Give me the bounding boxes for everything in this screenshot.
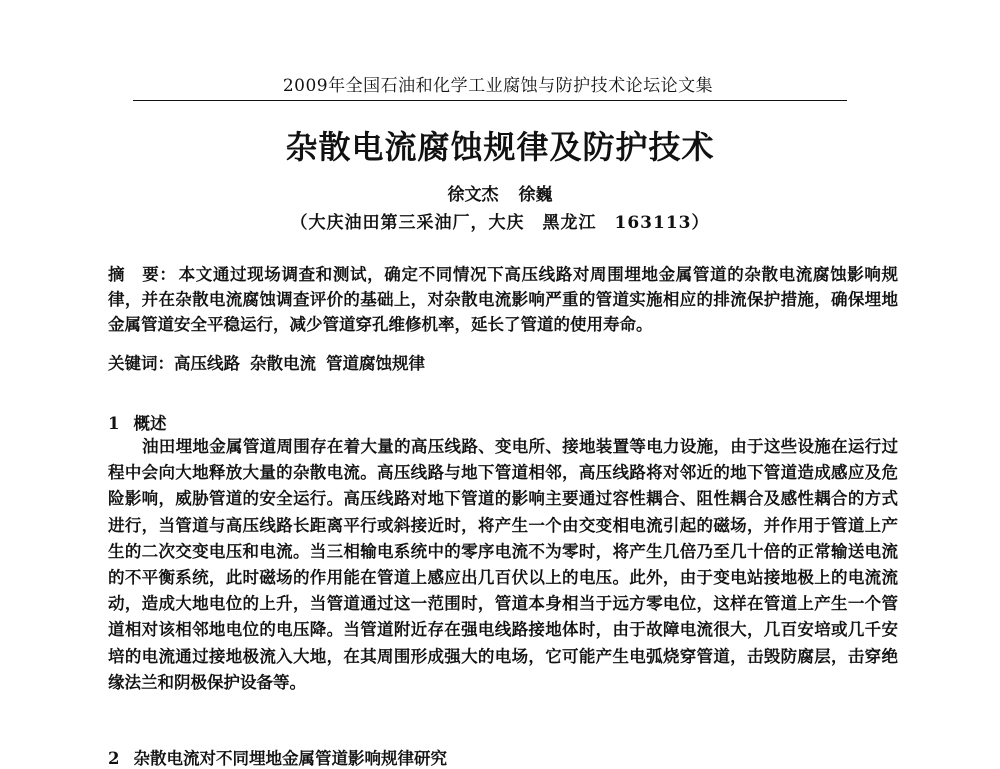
abstract-label: 摘 要： [108,265,177,284]
running-header: 2009年全国石油和化学工业腐蚀与防护技术论坛论文集 [282,76,714,96]
section-heading-1 [108,410,166,434]
abstract-text: 本文通过现场调查和测试，确定不同情况下高压线路对周围埋地金属管道的杂散电流腐蚀影响规律，并在杂散电流腐蚀调查评价的基础上，对杂散电流影响严重的管道实施相应的排流保护措施，确保埋地金属管道安全平稳运行，减少管道穿孔维修机率，延长了管道的使用寿命。 [108,265,899,334]
affiliation: （大庆油田第三采油厂，大庆 黑龙江 163113） [290,213,710,233]
section-title: 概述 [133,414,167,433]
authors [0,180,1000,205]
section-number: 2 [108,749,120,768]
author-1: 徐文杰 [447,185,499,205]
section-heading-2 [108,745,447,769]
keyword-2: 杂散电流 [250,354,316,373]
paper-title: 杂散电流腐蚀规律及防护技术 [285,128,715,166]
keywords [108,350,898,374]
author-2: 徐巍 [518,185,553,205]
section-number: 1 [108,414,120,433]
abstract [108,262,898,337]
keywords-label: 关键词： [108,354,174,373]
keyword-3: 管道腐蚀规律 [326,354,425,373]
header-rule [133,100,847,101]
section-1-paragraph: 油田埋地金属管道周围存在着大量的高压线路、变电所、接地装置等电力设施，由于这些设施在运行过程中会向大地释放大量的杂散电流。高压线路与地下管道相邻，高压线路将对邻近的地下管道造成感应及危险影响，威胁管道的安全运行。高压线路对地下管道的影响主要通过容性耦合、阻性耦合及感性耦合的方式进行，当管道与高压线路长距离平行或斜接近时，将产生一个由交变相电流引起的磁场，并作用于管道上产生的二次交变电压和电流。当三相输电系统中的零序电流不为零时，将产生几倍乃至几十倍的正常输送电流的不平衡系统，此时磁场的作用能在管道上感应出几百伏以上的电压。此外，由于变电站接地极上的电流流动，造成大地电位的上升，当管道通过这一范围时，管道本身相当于远方零电位，这样在管道上产生一个管道相对该相邻地电位的电压降。当管道附近存在强电线路接地体时，由于故障电流很大，几百安培或几千安培的电流通过接地极流入大地，在其周围形成强大的电场，它可能产生电弧烧穿管道，击毁防腐层，击穿绝缘法兰和阴极保护设备等。 [108,437,898,692]
section-title: 杂散电流对不同埋地金属管道影响规律研究 [133,749,447,768]
keyword-1: 高压线路 [174,354,240,373]
